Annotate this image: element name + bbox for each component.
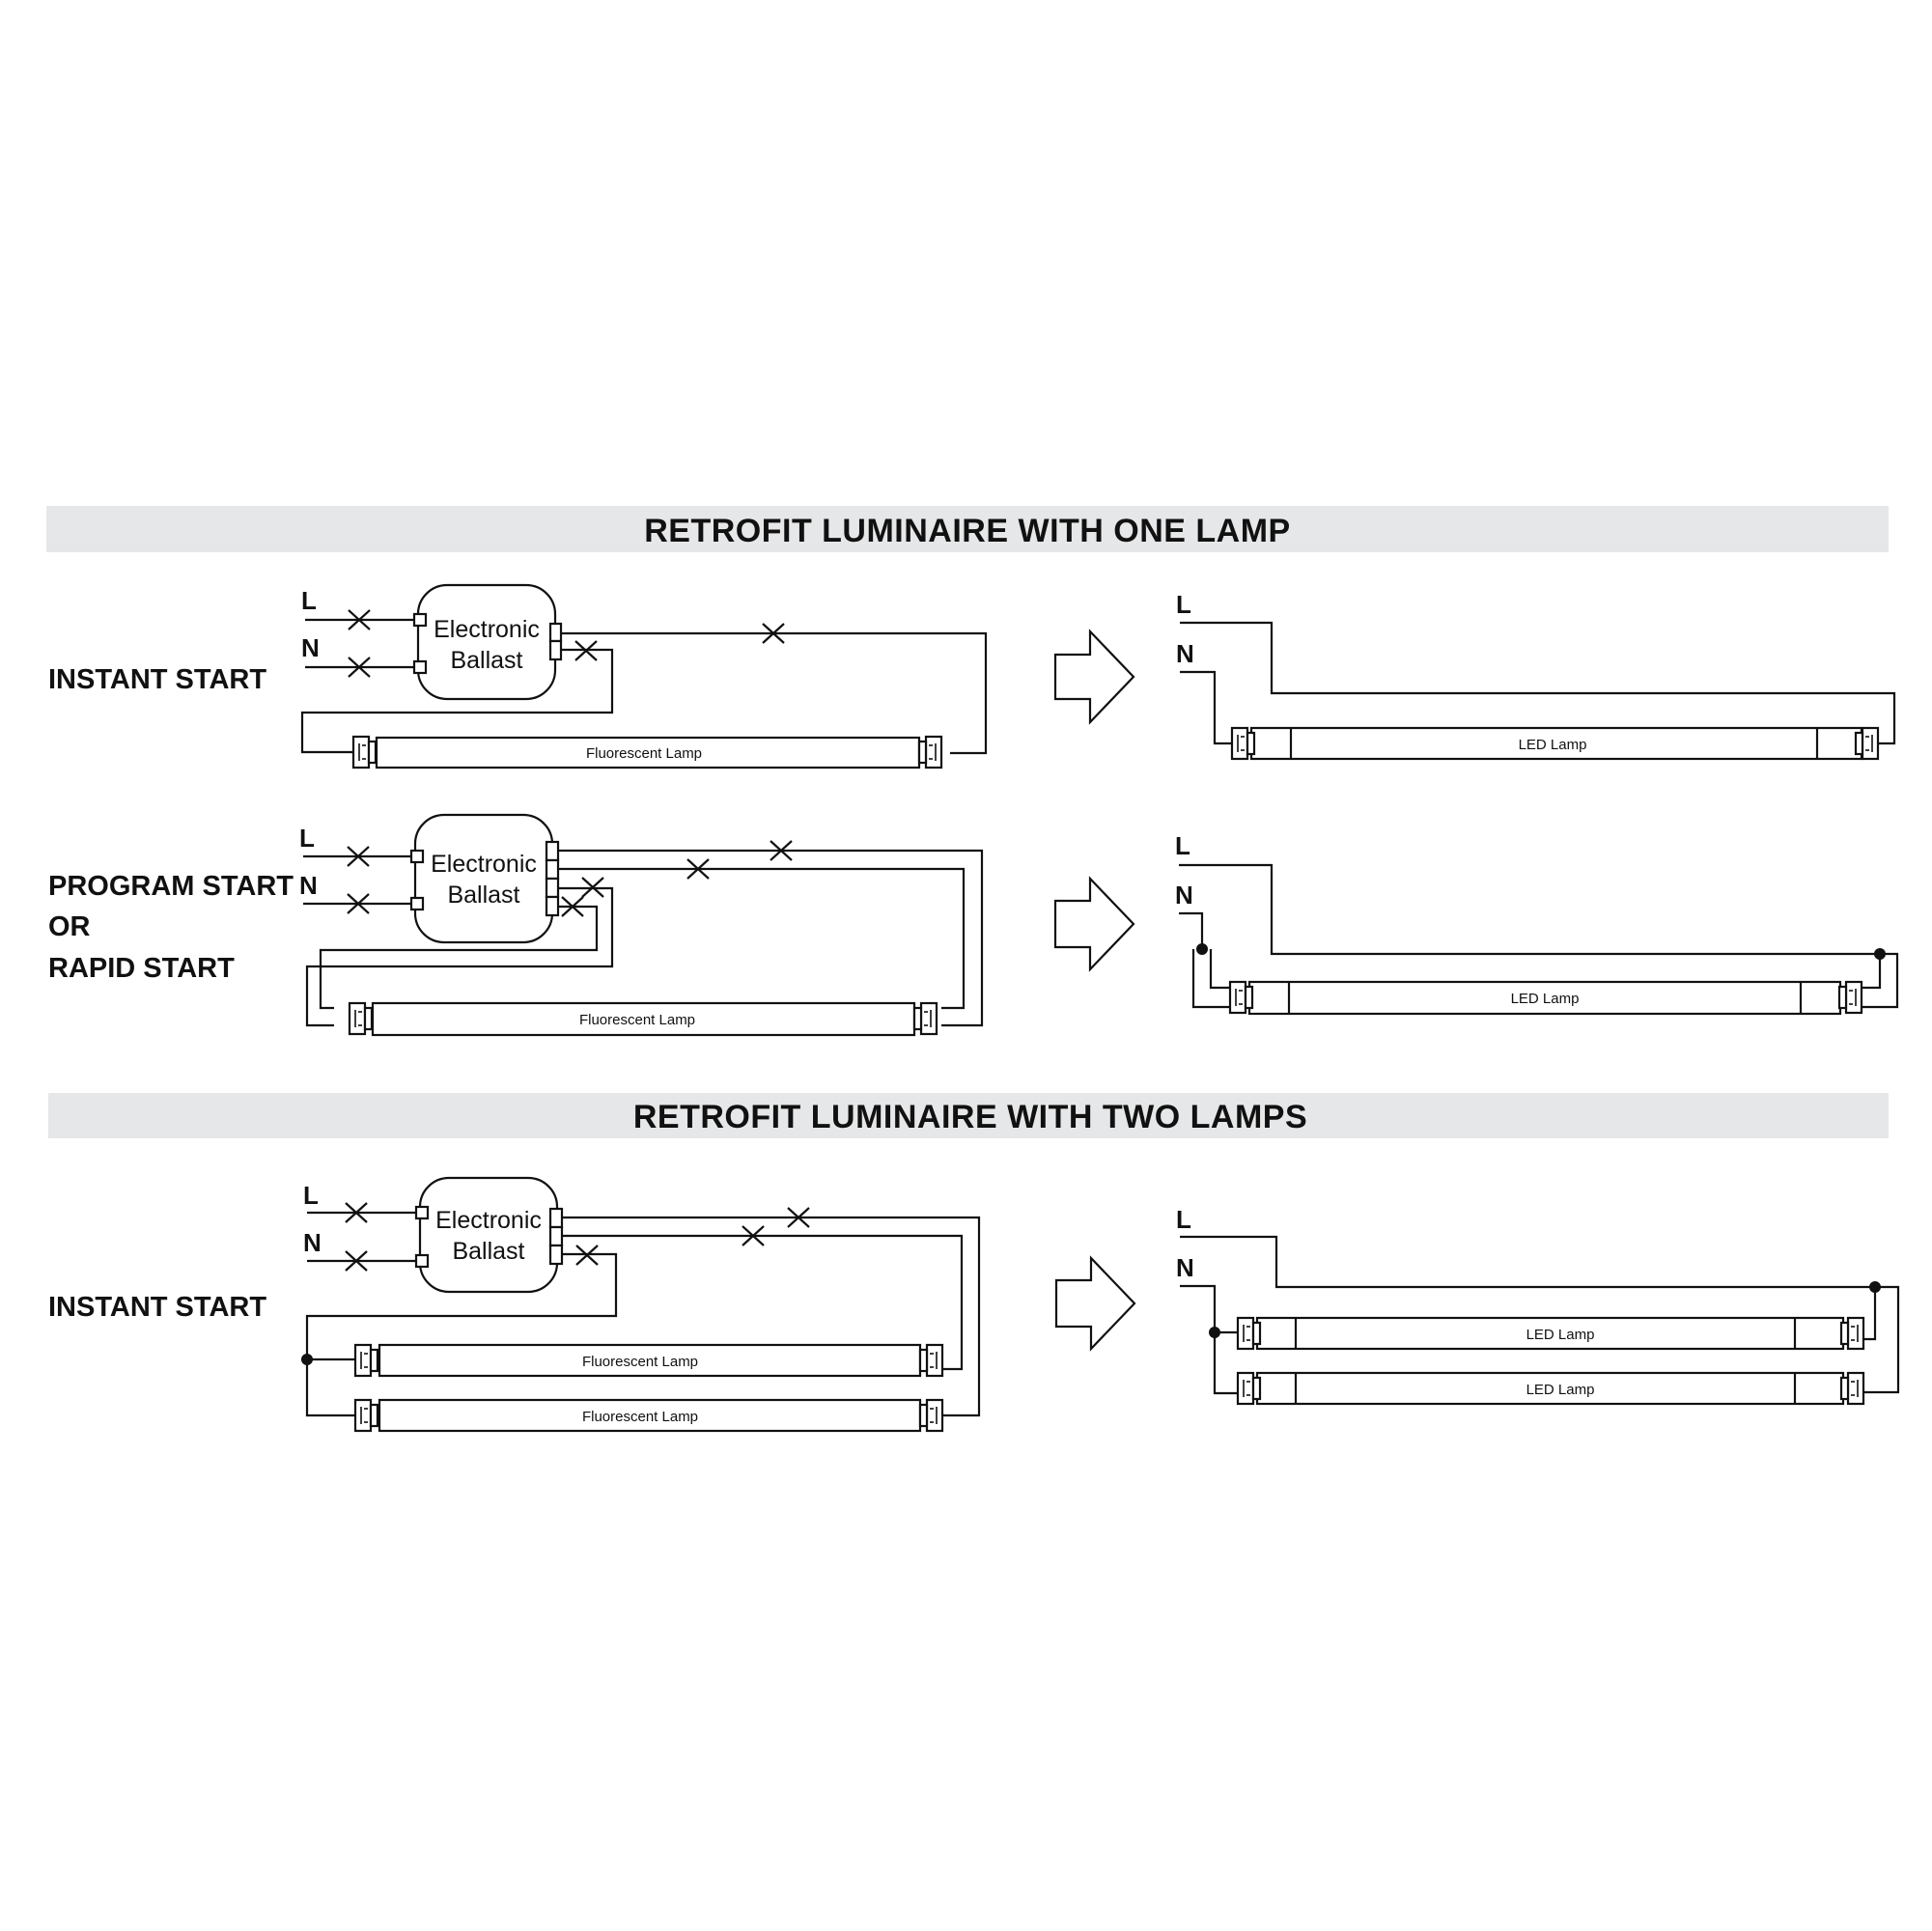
section-title-two-lamps: RETROFIT LUMINAIRE WITH TWO LAMPS xyxy=(632,1099,1308,1135)
ballast-label-2: Ballast xyxy=(447,882,520,909)
section-title-one-lamp: RETROFIT LUMINAIRE WITH ONE LAMP xyxy=(644,513,1291,549)
wire-label-n: N xyxy=(303,1228,322,1257)
label-rapid-start: RAPID START xyxy=(48,953,235,984)
wire-label-l: L xyxy=(301,586,317,615)
ballast-label-2: Ballast xyxy=(450,647,523,674)
led-lamp-label-1: LED Lamp xyxy=(1526,1327,1595,1343)
row2-fluorescent-circuit xyxy=(299,815,982,1035)
ballast-label-1: Electronic xyxy=(435,1207,542,1234)
row2-led-circuit xyxy=(1175,831,1897,1014)
led-lamp-label-2: LED Lamp xyxy=(1526,1382,1595,1398)
label-or: OR xyxy=(48,911,91,942)
ballast-label-2: Ballast xyxy=(452,1238,525,1265)
fluorescent-lamp-label-2: Fluorescent Lamp xyxy=(581,1409,699,1425)
wire-label-l: L xyxy=(1175,831,1190,860)
ballast-label-1: Electronic xyxy=(431,851,537,878)
wire-label-n: N xyxy=(1175,881,1193,910)
wire-label-n: N xyxy=(299,871,318,900)
wire-label-n: N xyxy=(301,633,320,662)
wire-label-n: N xyxy=(1176,639,1194,668)
row3-led-circuit xyxy=(1176,1205,1898,1404)
label-instant-start-two: INSTANT START xyxy=(48,1292,267,1323)
wire-label-l: L xyxy=(1176,590,1191,619)
led-lamp-label: LED Lamp xyxy=(1518,737,1587,753)
wire-label-l: L xyxy=(303,1181,319,1210)
fluorescent-lamp-label: Fluorescent Lamp xyxy=(578,1012,696,1028)
wire-label-l: L xyxy=(299,824,315,853)
wire-label-n: N xyxy=(1176,1253,1194,1282)
arrow-right-icon xyxy=(1055,879,1134,969)
ballast-label-1: Electronic xyxy=(434,616,540,643)
electronic-ballast xyxy=(415,815,552,942)
row1-led-circuit xyxy=(1176,590,1894,759)
row1-fluorescent-circuit xyxy=(301,585,986,768)
row3-fluorescent-circuit xyxy=(301,1178,979,1431)
fluorescent-lamp-label: Fluorescent Lamp xyxy=(585,745,703,762)
fluorescent-lamp-label-1: Fluorescent Lamp xyxy=(581,1354,699,1370)
wire-label-l: L xyxy=(1176,1205,1191,1234)
arrow-right-icon xyxy=(1056,1258,1134,1349)
led-lamp-label: LED Lamp xyxy=(1510,991,1580,1007)
label-instant-start: INSTANT START xyxy=(48,664,267,695)
arrow-right-icon xyxy=(1055,631,1134,722)
electronic-ballast xyxy=(420,1178,557,1292)
label-program-start: PROGRAM START xyxy=(48,871,294,902)
